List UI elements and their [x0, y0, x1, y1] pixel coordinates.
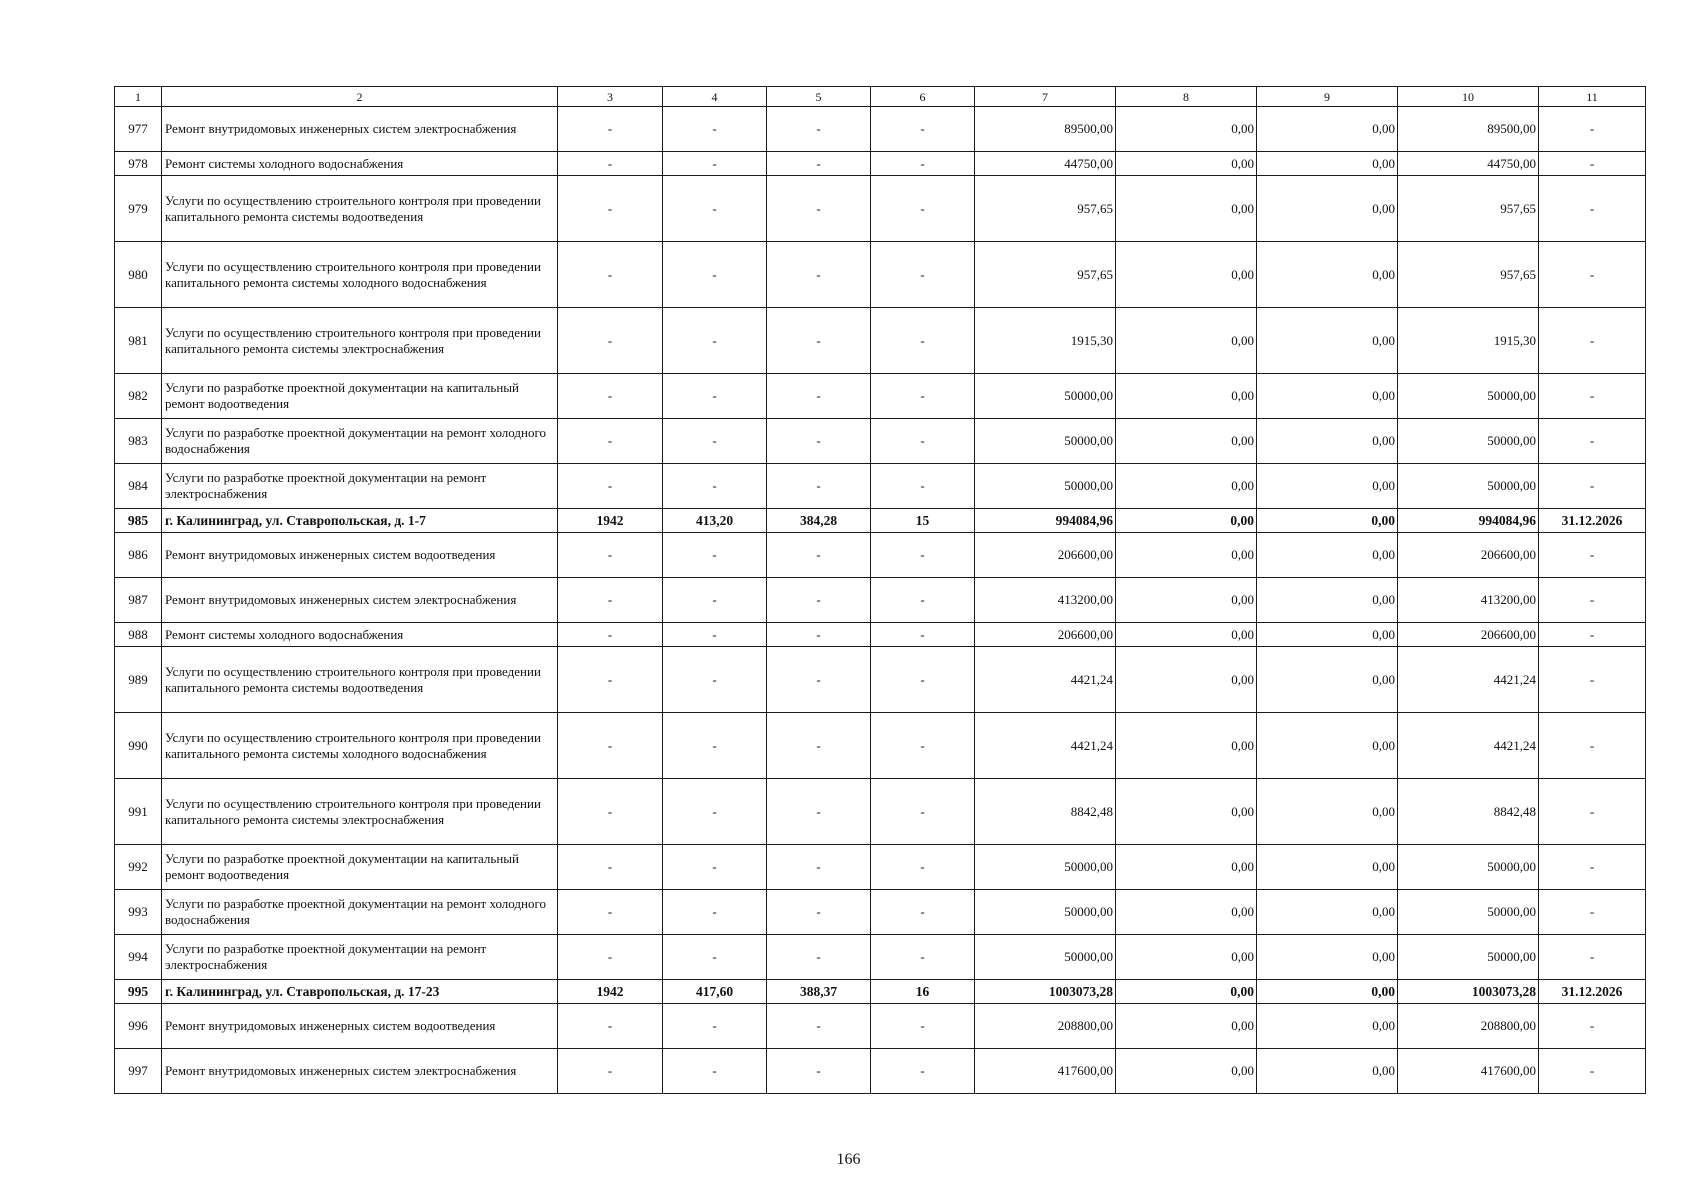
completion-date-cell: - [1539, 107, 1646, 152]
federal-funds-cell: 0,00 [1116, 890, 1257, 935]
table-row [115, 713, 1646, 779]
table-row [115, 647, 1646, 713]
item-name-cell: Услуги по осуществлению строительного контроля при проведении капитального ремонта системы водоотведения [162, 176, 558, 242]
total-cost-cell: 4421,24 [975, 713, 1116, 779]
item-name-cell: Услуги по разработке проектной документации на капитальный ремонт водоотведения [162, 845, 558, 890]
regional-funds-cell: 0,00 [1257, 578, 1398, 623]
table-row [115, 533, 1646, 578]
year-built-cell: - [558, 308, 663, 374]
year-built-cell: - [558, 1049, 663, 1094]
residents-count-cell: - [871, 374, 975, 419]
completion-date-cell: - [1539, 308, 1646, 374]
item-name-cell: Услуги по осуществлению строительного контроля при проведении капитального ремонта системы холодного водоснабжения [162, 713, 558, 779]
item-name-cell: Услуги по разработке проектной документации на ремонт холодного водоснабжения [162, 890, 558, 935]
year-built-cell: - [558, 176, 663, 242]
residents-count-cell: - [871, 419, 975, 464]
residents-count-cell: - [871, 464, 975, 509]
item-name-cell: Услуги по осуществлению строительного контроля при проведении капитального ремонта системы электроснабжения [162, 308, 558, 374]
total-area-cell: - [663, 890, 767, 935]
row-number-cell: 995 [115, 980, 162, 1004]
table-row [115, 152, 1646, 176]
row-number-cell: 986 [115, 533, 162, 578]
regional-funds-cell: 0,00 [1257, 1004, 1398, 1049]
year-built-cell: - [558, 578, 663, 623]
owners-funds-cell: 50000,00 [1398, 845, 1539, 890]
table-row [115, 890, 1646, 935]
year-built-cell: - [558, 152, 663, 176]
table-row [115, 374, 1646, 419]
regional-funds-cell: 0,00 [1257, 845, 1398, 890]
table-row [115, 1049, 1646, 1094]
row-number-cell: 977 [115, 107, 162, 152]
residential-area-cell: - [767, 464, 871, 509]
regional-funds-cell: 0,00 [1257, 713, 1398, 779]
owners-funds-cell: 50000,00 [1398, 374, 1539, 419]
owners-funds-cell: 4421,24 [1398, 647, 1539, 713]
total-cost-cell: 206600,00 [975, 623, 1116, 647]
row-number-cell: 991 [115, 779, 162, 845]
row-number-cell: 985 [115, 509, 162, 533]
federal-funds-cell: 0,00 [1116, 713, 1257, 779]
federal-funds-cell: 0,00 [1116, 242, 1257, 308]
owners-funds-cell: 44750,00 [1398, 152, 1539, 176]
column-number: 6 [871, 87, 975, 107]
row-number-cell: 987 [115, 578, 162, 623]
total-cost-cell: 50000,00 [975, 419, 1116, 464]
column-number: 3 [558, 87, 663, 107]
row-number-cell: 992 [115, 845, 162, 890]
row-number-cell: 997 [115, 1049, 162, 1094]
federal-funds-cell: 0,00 [1116, 308, 1257, 374]
completion-date-cell: - [1539, 623, 1646, 647]
federal-funds-cell: 0,00 [1116, 1004, 1257, 1049]
regional-funds-cell: 0,00 [1257, 935, 1398, 980]
item-name-cell: Ремонт внутридомовых инженерных систем водоотведения [162, 1004, 558, 1049]
item-name-cell: Ремонт внутридомовых инженерных систем электроснабжения [162, 1049, 558, 1094]
residential-area-cell: 384,28 [767, 509, 871, 533]
total-cost-cell: 50000,00 [975, 845, 1116, 890]
year-built-cell: 1942 [558, 509, 663, 533]
year-built-cell: - [558, 374, 663, 419]
table-row [115, 509, 1646, 533]
completion-date-cell: - [1539, 935, 1646, 980]
federal-funds-cell: 0,00 [1116, 374, 1257, 419]
table-row [115, 935, 1646, 980]
year-built-cell: - [558, 623, 663, 647]
year-built-cell: - [558, 647, 663, 713]
regional-funds-cell: 0,00 [1257, 464, 1398, 509]
total-area-cell: - [663, 533, 767, 578]
federal-funds-cell: 0,00 [1116, 464, 1257, 509]
regional-funds-cell: 0,00 [1257, 308, 1398, 374]
completion-date-cell: - [1539, 578, 1646, 623]
total-cost-cell: 50000,00 [975, 374, 1116, 419]
federal-funds-cell: 0,00 [1116, 176, 1257, 242]
completion-date-cell: - [1539, 1004, 1646, 1049]
regional-funds-cell: 0,00 [1257, 980, 1398, 1004]
federal-funds-cell: 0,00 [1116, 779, 1257, 845]
total-cost-cell: 206600,00 [975, 533, 1116, 578]
total-cost-cell: 50000,00 [975, 935, 1116, 980]
total-area-cell: - [663, 623, 767, 647]
table-row [115, 578, 1646, 623]
owners-funds-cell: 50000,00 [1398, 890, 1539, 935]
owners-funds-cell: 994084,96 [1398, 509, 1539, 533]
owners-funds-cell: 413200,00 [1398, 578, 1539, 623]
owners-funds-cell: 50000,00 [1398, 419, 1539, 464]
residential-area-cell: - [767, 374, 871, 419]
column-number: 1 [115, 87, 162, 107]
federal-funds-cell: 0,00 [1116, 845, 1257, 890]
total-cost-cell: 50000,00 [975, 890, 1116, 935]
residents-count-cell: - [871, 1049, 975, 1094]
row-number-cell: 982 [115, 374, 162, 419]
owners-funds-cell: 50000,00 [1398, 464, 1539, 509]
residential-area-cell: - [767, 1004, 871, 1049]
completion-date-cell: - [1539, 374, 1646, 419]
total-cost-cell: 413200,00 [975, 578, 1116, 623]
federal-funds-cell: 0,00 [1116, 419, 1257, 464]
total-cost-cell: 208800,00 [975, 1004, 1116, 1049]
item-name-cell: г. Калининград, ул. Ставропольская, д. 1-7 [162, 509, 558, 533]
year-built-cell: - [558, 713, 663, 779]
residents-count-cell: - [871, 152, 975, 176]
column-number: 9 [1257, 87, 1398, 107]
residential-area-cell: - [767, 713, 871, 779]
total-area-cell: 413,20 [663, 509, 767, 533]
total-area-cell: 417,60 [663, 980, 767, 1004]
federal-funds-cell: 0,00 [1116, 509, 1257, 533]
completion-date-cell: - [1539, 1049, 1646, 1094]
owners-funds-cell: 957,65 [1398, 242, 1539, 308]
residential-area-cell: - [767, 533, 871, 578]
completion-date-cell: - [1539, 419, 1646, 464]
column-number: 11 [1539, 87, 1646, 107]
total-cost-cell: 1915,30 [975, 308, 1116, 374]
residential-area-cell: - [767, 623, 871, 647]
total-area-cell: - [663, 374, 767, 419]
item-name-cell: Ремонт внутридомовых инженерных систем электроснабжения [162, 578, 558, 623]
year-built-cell: - [558, 419, 663, 464]
table-row [115, 623, 1646, 647]
owners-funds-cell: 8842,48 [1398, 779, 1539, 845]
total-area-cell: - [663, 935, 767, 980]
residential-area-cell: - [767, 935, 871, 980]
total-area-cell: - [663, 176, 767, 242]
regional-funds-cell: 0,00 [1257, 374, 1398, 419]
year-built-cell: - [558, 845, 663, 890]
residents-count-cell: - [871, 176, 975, 242]
column-number: 8 [1116, 87, 1257, 107]
total-cost-cell: 50000,00 [975, 464, 1116, 509]
completion-date-cell: - [1539, 242, 1646, 308]
residents-count-cell: - [871, 779, 975, 845]
year-built-cell: - [558, 890, 663, 935]
owners-funds-cell: 4421,24 [1398, 713, 1539, 779]
owners-funds-cell: 50000,00 [1398, 935, 1539, 980]
total-cost-cell: 44750,00 [975, 152, 1116, 176]
residential-area-cell: - [767, 419, 871, 464]
item-name-cell: Услуги по разработке проектной документации на ремонт электроснабжения [162, 935, 558, 980]
residential-area-cell: - [767, 1049, 871, 1094]
residential-area-cell: 388,37 [767, 980, 871, 1004]
total-area-cell: - [663, 578, 767, 623]
row-number-cell: 980 [115, 242, 162, 308]
total-cost-cell: 89500,00 [975, 107, 1116, 152]
regional-funds-cell: 0,00 [1257, 152, 1398, 176]
residents-count-cell: - [871, 308, 975, 374]
total-cost-cell: 957,65 [975, 176, 1116, 242]
table-row [115, 779, 1646, 845]
regional-funds-cell: 0,00 [1257, 242, 1398, 308]
row-number-cell: 993 [115, 890, 162, 935]
residents-count-cell: - [871, 1004, 975, 1049]
total-area-cell: - [663, 779, 767, 845]
row-number-cell: 981 [115, 308, 162, 374]
residents-count-cell: - [871, 242, 975, 308]
row-number-cell: 978 [115, 152, 162, 176]
owners-funds-cell: 1003073,28 [1398, 980, 1539, 1004]
regional-funds-cell: 0,00 [1257, 779, 1398, 845]
repair-schedule-table [114, 86, 1646, 1094]
table-row [115, 980, 1646, 1004]
item-name-cell: Услуги по осуществлению строительного контроля при проведении капитального ремонта системы электроснабжения [162, 779, 558, 845]
total-cost-cell: 4421,24 [975, 647, 1116, 713]
item-name-cell: Ремонт внутридомовых инженерных систем электроснабжения [162, 107, 558, 152]
completion-date-cell: - [1539, 845, 1646, 890]
total-area-cell: - [663, 107, 767, 152]
regional-funds-cell: 0,00 [1257, 890, 1398, 935]
column-number: 5 [767, 87, 871, 107]
completion-date-cell: - [1539, 533, 1646, 578]
federal-funds-cell: 0,00 [1116, 623, 1257, 647]
row-number-cell: 990 [115, 713, 162, 779]
column-number: 10 [1398, 87, 1539, 107]
completion-date-cell: - [1539, 176, 1646, 242]
year-built-cell: - [558, 464, 663, 509]
column-number: 4 [663, 87, 767, 107]
total-area-cell: - [663, 845, 767, 890]
owners-funds-cell: 206600,00 [1398, 623, 1539, 647]
federal-funds-cell: 0,00 [1116, 152, 1257, 176]
federal-funds-cell: 0,00 [1116, 647, 1257, 713]
item-name-cell: Ремонт системы холодного водоснабжения [162, 623, 558, 647]
row-number-cell: 988 [115, 623, 162, 647]
row-number-cell: 994 [115, 935, 162, 980]
total-area-cell: - [663, 1049, 767, 1094]
residents-count-cell: - [871, 845, 975, 890]
residential-area-cell: - [767, 152, 871, 176]
year-built-cell: - [558, 1004, 663, 1049]
completion-date-cell: - [1539, 647, 1646, 713]
residents-count-cell: - [871, 533, 975, 578]
completion-date-cell: - [1539, 779, 1646, 845]
residential-area-cell: - [767, 107, 871, 152]
item-name-cell: Услуги по осуществлению строительного контроля при проведении капитального ремонта системы водоотведения [162, 647, 558, 713]
item-name-cell: г. Калининград, ул. Ставропольская, д. 17-23 [162, 980, 558, 1004]
completion-date-cell: - [1539, 464, 1646, 509]
regional-funds-cell: 0,00 [1257, 623, 1398, 647]
year-built-cell: 1942 [558, 980, 663, 1004]
total-cost-cell: 994084,96 [975, 509, 1116, 533]
table-row [115, 308, 1646, 374]
row-number-cell: 979 [115, 176, 162, 242]
residents-count-cell: - [871, 107, 975, 152]
owners-funds-cell: 417600,00 [1398, 1049, 1539, 1094]
regional-funds-cell: 0,00 [1257, 533, 1398, 578]
total-area-cell: - [663, 242, 767, 308]
residents-count-cell: - [871, 578, 975, 623]
owners-funds-cell: 957,65 [1398, 176, 1539, 242]
item-name-cell: Услуги по разработке проектной документации на ремонт электроснабжения [162, 464, 558, 509]
total-cost-cell: 1003073,28 [975, 980, 1116, 1004]
year-built-cell: - [558, 779, 663, 845]
completion-date-cell: - [1539, 890, 1646, 935]
table-row [115, 419, 1646, 464]
regional-funds-cell: 0,00 [1257, 419, 1398, 464]
regional-funds-cell: 0,00 [1257, 647, 1398, 713]
residents-count-cell: - [871, 935, 975, 980]
table-row [115, 1004, 1646, 1049]
residential-area-cell: - [767, 890, 871, 935]
year-built-cell: - [558, 935, 663, 980]
total-cost-cell: 8842,48 [975, 779, 1116, 845]
total-cost-cell: 957,65 [975, 242, 1116, 308]
row-number-cell: 983 [115, 419, 162, 464]
item-name-cell: Услуги по осуществлению строительного контроля при проведении капитального ремонта системы холодного водоснабжения [162, 242, 558, 308]
table-row [115, 107, 1646, 152]
column-number-row [115, 87, 1646, 107]
residential-area-cell: - [767, 779, 871, 845]
row-number-cell: 996 [115, 1004, 162, 1049]
completion-date-cell: 31.12.2026 [1539, 980, 1646, 1004]
residential-area-cell: - [767, 647, 871, 713]
regional-funds-cell: 0,00 [1257, 1049, 1398, 1094]
year-built-cell: - [558, 107, 663, 152]
residential-area-cell: - [767, 578, 871, 623]
residents-count-cell: 15 [871, 509, 975, 533]
table-row [115, 242, 1646, 308]
item-name-cell: Ремонт системы холодного водоснабжения [162, 152, 558, 176]
year-built-cell: - [558, 242, 663, 308]
table-row [115, 464, 1646, 509]
table-body [115, 87, 1646, 1094]
federal-funds-cell: 0,00 [1116, 935, 1257, 980]
completion-date-cell: 31.12.2026 [1539, 509, 1646, 533]
column-number: 7 [975, 87, 1116, 107]
owners-funds-cell: 208800,00 [1398, 1004, 1539, 1049]
row-number-cell: 984 [115, 464, 162, 509]
residents-count-cell: - [871, 623, 975, 647]
total-area-cell: - [663, 419, 767, 464]
residents-count-cell: - [871, 713, 975, 779]
item-name-cell: Услуги по разработке проектной документации на ремонт холодного водоснабжения [162, 419, 558, 464]
year-built-cell: - [558, 533, 663, 578]
total-area-cell: - [663, 152, 767, 176]
residential-area-cell: - [767, 176, 871, 242]
owners-funds-cell: 206600,00 [1398, 533, 1539, 578]
total-area-cell: - [663, 464, 767, 509]
residents-count-cell: - [871, 890, 975, 935]
completion-date-cell: - [1539, 713, 1646, 779]
residents-count-cell: 16 [871, 980, 975, 1004]
residential-area-cell: - [767, 845, 871, 890]
total-area-cell: - [663, 1004, 767, 1049]
total-area-cell: - [663, 308, 767, 374]
total-area-cell: - [663, 713, 767, 779]
residential-area-cell: - [767, 242, 871, 308]
completion-date-cell: - [1539, 152, 1646, 176]
regional-funds-cell: 0,00 [1257, 107, 1398, 152]
item-name-cell: Ремонт внутридомовых инженерных систем водоотведения [162, 533, 558, 578]
item-name-cell: Услуги по разработке проектной документации на капитальный ремонт водоотведения [162, 374, 558, 419]
owners-funds-cell: 1915,30 [1398, 308, 1539, 374]
regional-funds-cell: 0,00 [1257, 509, 1398, 533]
column-number: 2 [162, 87, 558, 107]
total-cost-cell: 417600,00 [975, 1049, 1116, 1094]
regional-funds-cell: 0,00 [1257, 176, 1398, 242]
federal-funds-cell: 0,00 [1116, 980, 1257, 1004]
federal-funds-cell: 0,00 [1116, 107, 1257, 152]
table-row [115, 176, 1646, 242]
residential-area-cell: - [767, 308, 871, 374]
federal-funds-cell: 0,00 [1116, 578, 1257, 623]
federal-funds-cell: 0,00 [1116, 1049, 1257, 1094]
owners-funds-cell: 89500,00 [1398, 107, 1539, 152]
page-number: 166 [836, 1151, 861, 1168]
row-number-cell: 989 [115, 647, 162, 713]
table-row [115, 845, 1646, 890]
residents-count-cell: - [871, 647, 975, 713]
total-area-cell: - [663, 647, 767, 713]
federal-funds-cell: 0,00 [1116, 533, 1257, 578]
